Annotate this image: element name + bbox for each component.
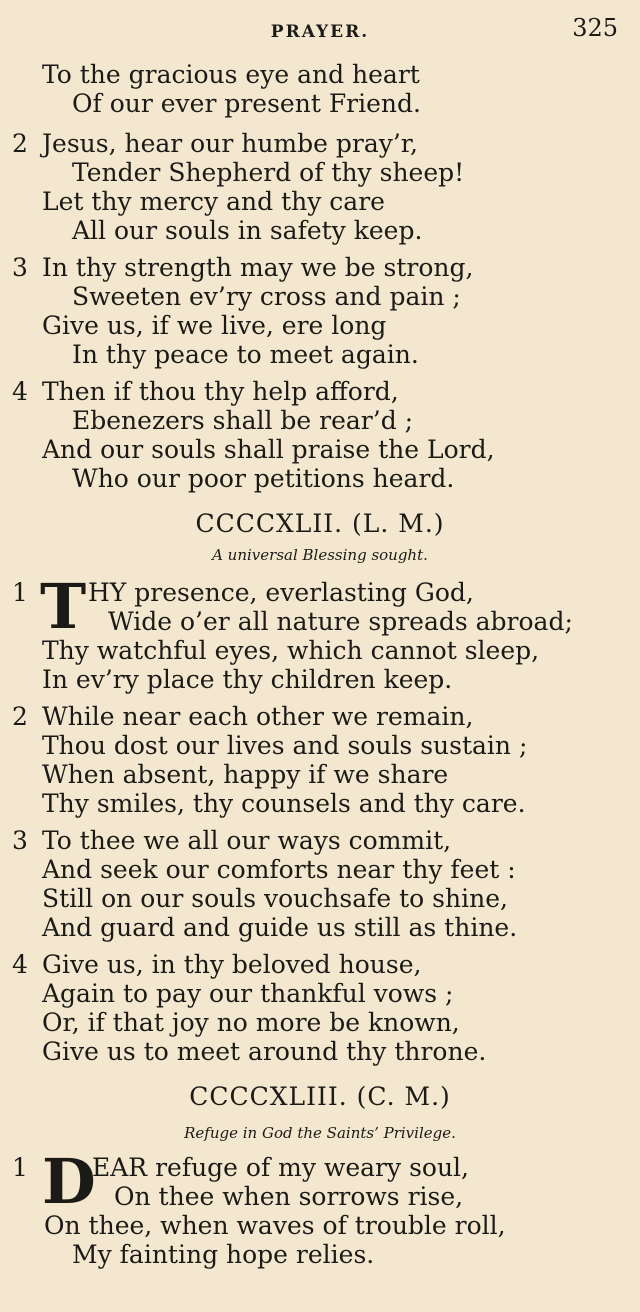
verse-line: And guard and guide us still as thine. bbox=[42, 913, 518, 942]
verse-line: Sweeten ev’ry cross and pain ; bbox=[72, 282, 461, 311]
verse-line: Who our poor petitions heard. bbox=[72, 464, 455, 493]
running-title: PRAYER. bbox=[270, 22, 370, 42]
verse-number: 1 bbox=[12, 578, 28, 607]
page-number: 325 bbox=[572, 14, 618, 42]
verse-line: On thee, when waves of trouble roll, bbox=[44, 1211, 506, 1240]
verse-line: Let thy mercy and thy care bbox=[42, 187, 385, 216]
verse-line: Or, if that joy no more be known, bbox=[42, 1008, 460, 1037]
drop-cap: T bbox=[40, 570, 87, 643]
verse-line: In thy peace to meet again. bbox=[72, 340, 419, 369]
drop-cap: D bbox=[42, 1145, 96, 1218]
verse-line: On thee when sorrows rise, bbox=[114, 1182, 464, 1211]
verse-line: Wide o’er all nature spreads abroad; bbox=[108, 607, 573, 636]
verse-line: Give us, in thy beloved house, bbox=[42, 950, 422, 979]
verse-line: All our souls in safety keep. bbox=[72, 216, 423, 245]
hymn-title: CCCCXLIII. (C. M.) bbox=[189, 1082, 451, 1111]
verse-number: 2 bbox=[12, 702, 28, 731]
verse-number: 3 bbox=[12, 253, 28, 282]
verse-line: Jesus, hear our humbe pray’r, bbox=[42, 129, 418, 158]
verse-number: 3 bbox=[12, 826, 28, 855]
verse-line: Still on our souls vouchsafe to shine, bbox=[42, 884, 508, 913]
verse-line: Thy watchful eyes, which cannot sleep, bbox=[42, 636, 540, 665]
verse-number: 4 bbox=[12, 377, 28, 406]
verse-line: When absent, happy if we share bbox=[42, 760, 449, 789]
verse-line: Tender Shepherd of thy sheep! bbox=[72, 158, 465, 187]
hymn-subtitle: A universal Blessing sought. bbox=[212, 546, 428, 564]
verse-line: And our souls shall praise the Lord, bbox=[42, 435, 495, 464]
verse-number: 4 bbox=[12, 950, 28, 979]
verse-line: Thou dost our lives and souls sustain ; bbox=[42, 731, 528, 760]
hymn-title: CCCCXLII. (L. M.) bbox=[195, 509, 445, 538]
verse-line: Give us, if we live, ere long bbox=[42, 311, 387, 340]
verse-line: Give us to meet around thy throne. bbox=[42, 1037, 487, 1066]
verse-line: While near each other we remain, bbox=[42, 702, 474, 731]
verse-line: And seek our comforts near thy feet : bbox=[42, 855, 516, 884]
verse-line: In thy strength may we be strong, bbox=[42, 253, 474, 282]
verse-line: My fainting hope relies. bbox=[72, 1240, 375, 1269]
verse-line: Of our ever present Friend. bbox=[72, 89, 421, 118]
verse-number: 2 bbox=[12, 129, 28, 158]
verse-line: In ev’ry place thy children keep. bbox=[42, 665, 453, 694]
verse-line: Then if thou thy help afford, bbox=[42, 377, 399, 406]
verse-number: 1 bbox=[12, 1153, 28, 1182]
verse-line: Ebenezers shall be rear’d ; bbox=[72, 406, 414, 435]
verse-line: EAR refuge of my weary soul, bbox=[92, 1153, 469, 1182]
verse-line: To thee we all our ways commit, bbox=[42, 826, 452, 855]
verse-line: To the gracious eye and heart bbox=[42, 60, 420, 89]
verse-line: Again to pay our thankful vows ; bbox=[42, 979, 454, 1008]
verse-line: Thy smiles, thy counsels and thy care. bbox=[42, 789, 526, 818]
hymn-subtitle: Refuge in God the Saints’ Privilege. bbox=[184, 1124, 456, 1142]
verse-line: HY presence, everlasting God, bbox=[88, 578, 474, 607]
